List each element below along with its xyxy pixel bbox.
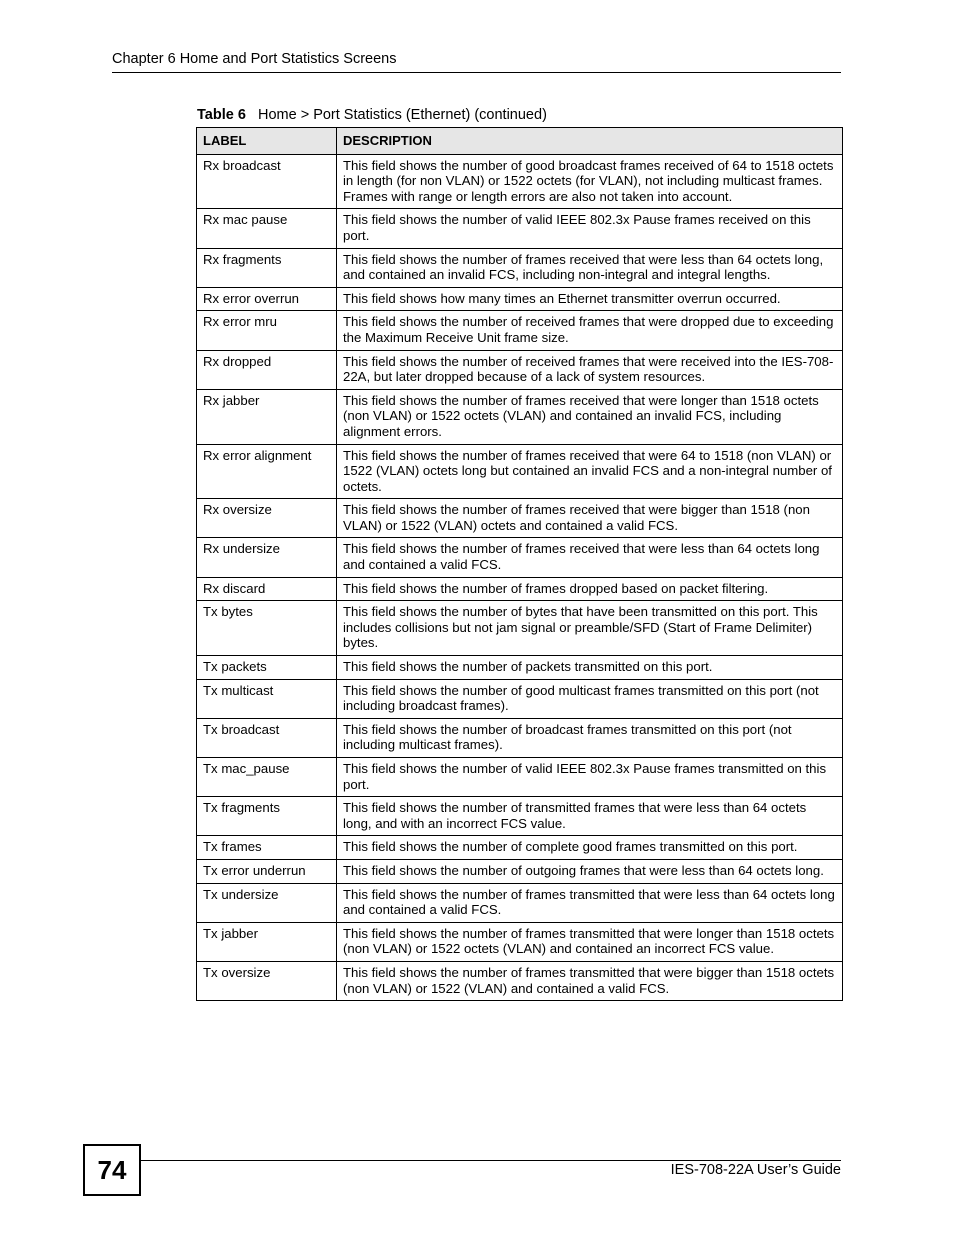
chapter-header: Chapter 6 Home and Port Statistics Screens — [112, 51, 397, 67]
row-description: This field shows the number of broadcast frames transmitted on this port (not including multicast frames). — [337, 718, 843, 757]
table-row — [197, 350, 843, 389]
row-label: Rx error overrun — [197, 287, 337, 311]
row-description: This field shows the number of good broadcast frames received of 64 to 1518 octets in length (for non VLAN) or 1522 octets (for VLAN), not including multicast frames. Frames with range or length errors are also not taken into account. — [337, 154, 843, 209]
table-row — [197, 577, 843, 601]
table-row — [197, 859, 843, 883]
table-row — [197, 961, 843, 1000]
row-description: This field shows the number of frames dropped based on packet filtering. — [337, 577, 843, 601]
row-description: This field shows the number of frames transmitted that were less than 64 octets long and contained a valid FCS. — [337, 883, 843, 922]
table-row — [197, 538, 843, 577]
row-description: This field shows the number of frames transmitted that were bigger than 1518 octets (non VLAN) or 1522 (VLAN) and contained a valid FCS. — [337, 961, 843, 1000]
header-divider — [112, 72, 841, 73]
row-label: Tx multicast — [197, 679, 337, 718]
row-label: Tx frames — [197, 836, 337, 860]
row-description: This field shows the number of bytes that have been transmitted on this port. This includes collisions but not jam signal or preamble/SFD (Start of Frame Delimiter) bytes. — [337, 601, 843, 656]
table-row — [197, 209, 843, 248]
row-description: This field shows the number of frames transmitted that were longer than 1518 octets (non VLAN) or 1522 octets (VLAN) and contained an incorrect FCS value. — [337, 922, 843, 961]
row-label: Tx packets — [197, 656, 337, 680]
row-description: This field shows the number of good multicast frames transmitted on this port (not including broadcast frames). — [337, 679, 843, 718]
table-row — [197, 922, 843, 961]
table-row — [197, 389, 843, 444]
row-label: Tx oversize — [197, 961, 337, 1000]
table-row — [197, 154, 843, 209]
table-row — [197, 287, 843, 311]
row-description: This field shows the number of outgoing frames that were less than 64 octets long. — [337, 859, 843, 883]
table-row — [197, 601, 843, 656]
row-label: Rx broadcast — [197, 154, 337, 209]
table-row — [197, 679, 843, 718]
page-number: 74 — [83, 1144, 141, 1196]
row-description: This field shows the number of frames received that were less than 64 octets long, and contained an invalid FCS, including non-integral and integral lengths. — [337, 248, 843, 287]
row-description: This field shows how many times an Ethernet transmitter overrun occurred. — [337, 287, 843, 311]
row-description: This field shows the number of valid IEEE 802.3x Pause frames received on this port. — [337, 209, 843, 248]
row-label: Rx dropped — [197, 350, 337, 389]
column-header-label: LABEL — [197, 128, 337, 155]
row-label: Rx mac pause — [197, 209, 337, 248]
row-description: This field shows the number of frames received that were 64 to 1518 (non VLAN) or 1522 (VLAN) octets long but contained an invalid FCS and a non-integral number of octets. — [337, 444, 843, 499]
table-row — [197, 718, 843, 757]
row-label: Rx error alignment — [197, 444, 337, 499]
table-row — [197, 883, 843, 922]
row-label: Tx broadcast — [197, 718, 337, 757]
footer-divider — [139, 1160, 841, 1161]
table-row — [197, 836, 843, 860]
row-description: This field shows the number of received frames that were received into the IES-708-22A, but later dropped because of a lack of system resources. — [337, 350, 843, 389]
row-description: This field shows the number of frames received that were longer than 1518 octets (non VLAN) or 1522 octets (VLAN) and contained an invalid FCS, including alignment errors. — [337, 389, 843, 444]
row-label: Tx error underrun — [197, 859, 337, 883]
row-label: Tx bytes — [197, 601, 337, 656]
row-label: Tx jabber — [197, 922, 337, 961]
table-row — [197, 758, 843, 797]
row-label: Rx discard — [197, 577, 337, 601]
table-row — [197, 248, 843, 287]
column-header-description: DESCRIPTION — [337, 128, 843, 155]
row-label: Rx jabber — [197, 389, 337, 444]
row-description: This field shows the number of valid IEEE 802.3x Pause frames transmitted on this port. — [337, 758, 843, 797]
row-description: This field shows the number of received frames that were dropped due to exceeding the Maximum Receive Unit frame size. — [337, 311, 843, 350]
row-description: This field shows the number of frames received that were bigger than 1518 (non VLAN) or 1522 (VLAN) octets and contained a valid FCS. — [337, 499, 843, 538]
row-description: This field shows the number of packets transmitted on this port. — [337, 656, 843, 680]
row-description: This field shows the number of transmitted frames that were less than 64 octets long, and with an incorrect FCS value. — [337, 797, 843, 836]
table-row — [197, 797, 843, 836]
table-row — [197, 656, 843, 680]
row-label: Rx fragments — [197, 248, 337, 287]
guide-title: IES-708-22A User’s Guide — [670, 1162, 841, 1178]
table-caption-number: Table 6 — [197, 107, 246, 123]
table-row — [197, 499, 843, 538]
table-row — [197, 444, 843, 499]
row-label: Tx mac_pause — [197, 758, 337, 797]
row-description: This field shows the number of frames received that were less than 64 octets long and contained a valid FCS. — [337, 538, 843, 577]
row-description: This field shows the number of complete good frames transmitted on this port. — [337, 836, 843, 860]
table-caption — [197, 107, 547, 123]
row-label: Tx fragments — [197, 797, 337, 836]
table-row — [197, 311, 843, 350]
row-label: Tx undersize — [197, 883, 337, 922]
table-caption-title: Home > Port Statistics (Ethernet) (continued) — [257, 107, 547, 123]
row-label: Rx undersize — [197, 538, 337, 577]
row-label: Rx error mru — [197, 311, 337, 350]
row-label: Rx oversize — [197, 499, 337, 538]
table-header-row — [197, 128, 843, 155]
port-statistics-table — [196, 127, 843, 1001]
